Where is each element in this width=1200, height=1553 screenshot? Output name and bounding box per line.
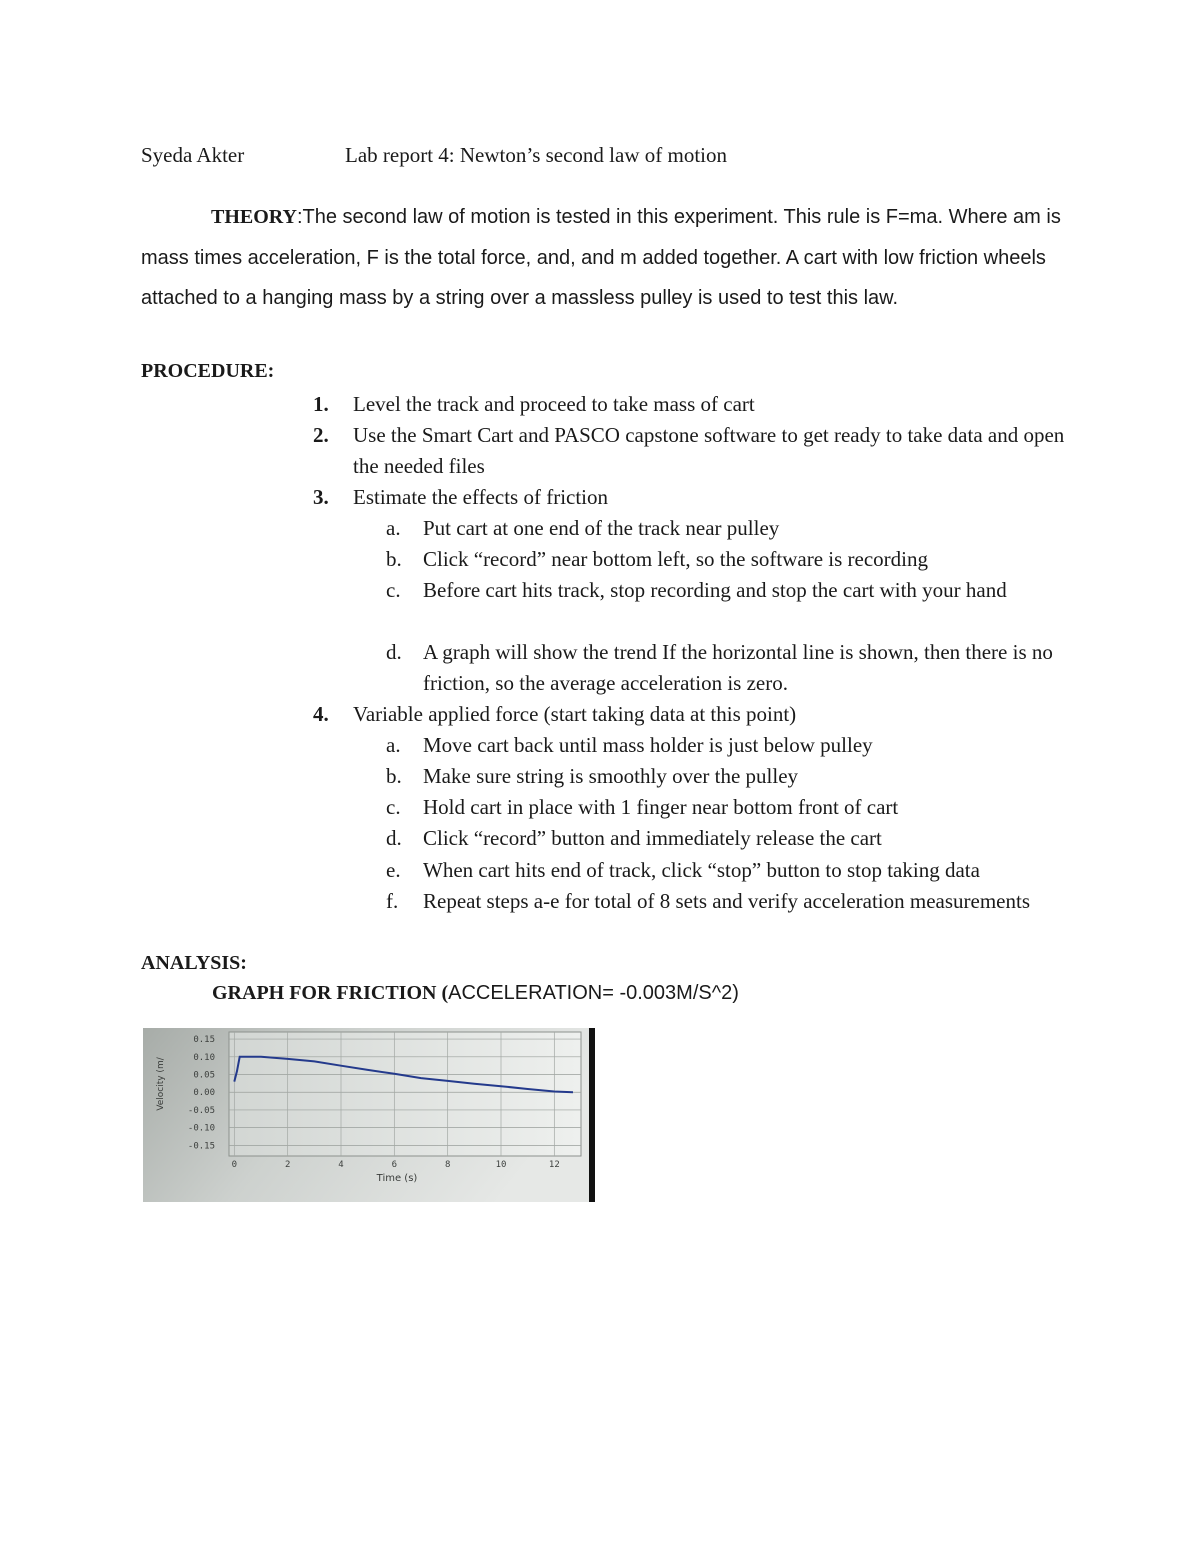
step-number: 1. <box>313 392 329 416</box>
substep-letter: c. <box>386 578 401 602</box>
substep-letter: a. <box>386 733 401 757</box>
step-number: 3. <box>313 485 329 509</box>
x-tick-label: 0 <box>231 1160 238 1170</box>
y-tick-label: -0.15 <box>187 1141 215 1152</box>
substep-text: Click “record” button and immediately release the cart <box>423 826 882 850</box>
y-tick-label: -0.10 <box>187 1123 215 1134</box>
x-tick-label: 6 <box>391 1160 398 1170</box>
y-tick-label: 0.15 <box>193 1035 215 1046</box>
x-tick-label: 4 <box>338 1160 344 1170</box>
substep-text: When cart hits end of track, click “stop” button to stop taking data <box>423 858 980 882</box>
x-tick-label: 10 <box>495 1160 507 1170</box>
report-title: Lab report 4: Newton’s second law of motion <box>345 143 727 167</box>
y-tick-label: 0.10 <box>193 1052 215 1063</box>
step-number: 2. <box>313 423 329 447</box>
substep-text: Put cart at one end of the track near pulley <box>423 516 780 540</box>
graph-heading <box>212 982 739 1005</box>
x-tick-label: 12 <box>548 1160 560 1170</box>
substep-text: Hold cart in place with 1 finger near bottom front of cart <box>423 795 899 819</box>
photo-edge <box>589 1028 595 1202</box>
substep-letter: c. <box>386 795 401 819</box>
substep-letter: b. <box>386 547 402 571</box>
x-axis-label: Time (s) <box>376 1173 418 1184</box>
procedure-heading: PROCEDURE: <box>141 360 275 382</box>
substep-letter: b. <box>386 764 402 788</box>
step-number: 4. <box>313 702 329 726</box>
graph-heading-bold: GRAPH FOR FRICTION ( <box>212 982 449 1004</box>
y-tick-label: -0.05 <box>187 1105 215 1116</box>
substep-letter: a. <box>386 516 401 540</box>
theory-text: :The second law of motion is tested in this experiment. This rule is F=ma. Where am is mass times acceleration, F is the total force, and, and m added together. A cart with low friction wheels attached to a hanging mass by a string over a massless pulley is used to test this law. <box>141 206 1061 309</box>
y-tick-label: 0.05 <box>193 1070 215 1081</box>
graph-heading-value: ACCELERATION= -0.003M/S^2) <box>448 982 739 1004</box>
plot-area <box>229 1032 581 1156</box>
y-axis-label: Velocity (m/ <box>156 1057 166 1111</box>
substep-letter: f. <box>386 889 399 913</box>
step-text: Variable applied force (start taking data at this point) <box>353 702 797 726</box>
substep-text: Move cart back until mass holder is just below pulley <box>423 733 873 757</box>
step-text: Use the Smart Cart and PASCO capstone software to get ready to take data and open the needed files <box>353 423 1065 478</box>
substep-text: A graph will show the trend If the horizontal line is shown, then there is no friction, so the average acceleration is zero. <box>423 640 1053 695</box>
substep-letter: e. <box>386 858 401 882</box>
substep-text: Click “record” near bottom left, so the software is recording <box>423 547 928 571</box>
theory-paragraph <box>141 197 1066 319</box>
substep-text: Repeat steps a-e for total of 8 sets and verify acceleration measurements <box>423 889 1031 913</box>
theory-label: THEORY <box>211 206 297 228</box>
substep-letter: d. <box>386 640 402 664</box>
author-name: Syeda Akter <box>141 143 245 167</box>
y-tick-label: 0.00 <box>193 1088 215 1099</box>
substep-text: Make sure string is smoothly over the pulley <box>423 764 799 788</box>
substep-letter: d. <box>386 826 402 850</box>
x-tick-label: 8 <box>444 1160 451 1170</box>
step-text: Estimate the effects of friction <box>353 485 609 509</box>
analysis-heading: ANALYSIS: <box>141 952 247 974</box>
step-text: Level the track and proceed to take mass of cart <box>353 392 755 416</box>
x-tick-label: 2 <box>284 1160 291 1170</box>
velocity-graph-photo <box>143 1028 595 1202</box>
substep-text: Before cart hits track, stop recording and stop the cart with your hand <box>423 578 1007 602</box>
